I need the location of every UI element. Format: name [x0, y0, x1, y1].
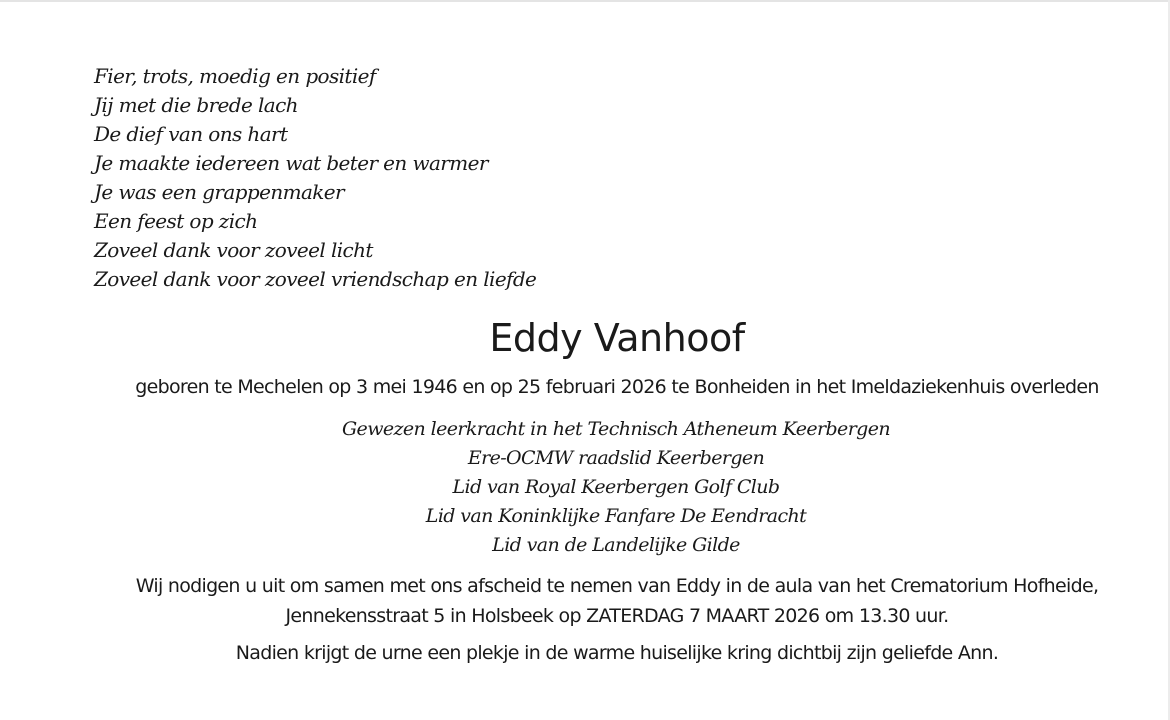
poem-line: Je was een grappenmaker [94, 180, 344, 204]
poem-line: Zoveel dank voor zoveel vriendschap en liefde [94, 267, 537, 291]
role-item: Lid van Royal Keerbergen Golf Club [452, 476, 780, 498]
deceased-name: Eddy Vanhoof [489, 316, 745, 360]
poem-line: Zoveel dank voor zoveel licht [94, 238, 373, 262]
poem-line: Een feest op zich [94, 209, 258, 233]
poem-line: Fier, trots, moedig en positief [94, 64, 376, 88]
poem-line: De dief van ons hart [94, 122, 288, 146]
poem [94, 62, 536, 294]
role-item: Lid van Koninklijke Fanfare De Eendracht [425, 505, 807, 527]
invitation-line-1: Wij nodigen u uit om samen met ons afscheid te nemen van Eddy in de aula van het Crematorium Hofheide, [135, 575, 1099, 597]
birth-death-line: geboren te Mechelen op 3 mei 1946 en op 25 februari 2026 te Bonheiden in het Imeldaziekenhuis overleden [135, 376, 1099, 398]
top-border [0, 0, 1170, 2]
poem-line: Je maakte iedereen wat beter en warmer [94, 151, 488, 175]
poem-line: Jij met die brede lach [94, 93, 298, 117]
role-item: Ere-OCMW raadslid Keerbergen [467, 447, 765, 469]
roles-list [0, 415, 1170, 560]
role-item: Gewezen leerkracht in het Technisch Atheneum Keerbergen [341, 418, 891, 440]
aftercare-line: Nadien krijgt de urne een plekje in de warme huiselijke kring dichtbij zijn geliefde Ann. [235, 642, 999, 664]
role-item: Lid van de Landelijke Gilde [492, 534, 740, 556]
invitation-line-2: Jennekensstraat 5 in Holsbeek op ZATERDAG 7 MAART 2026 om 13.30 uur. [285, 605, 949, 627]
